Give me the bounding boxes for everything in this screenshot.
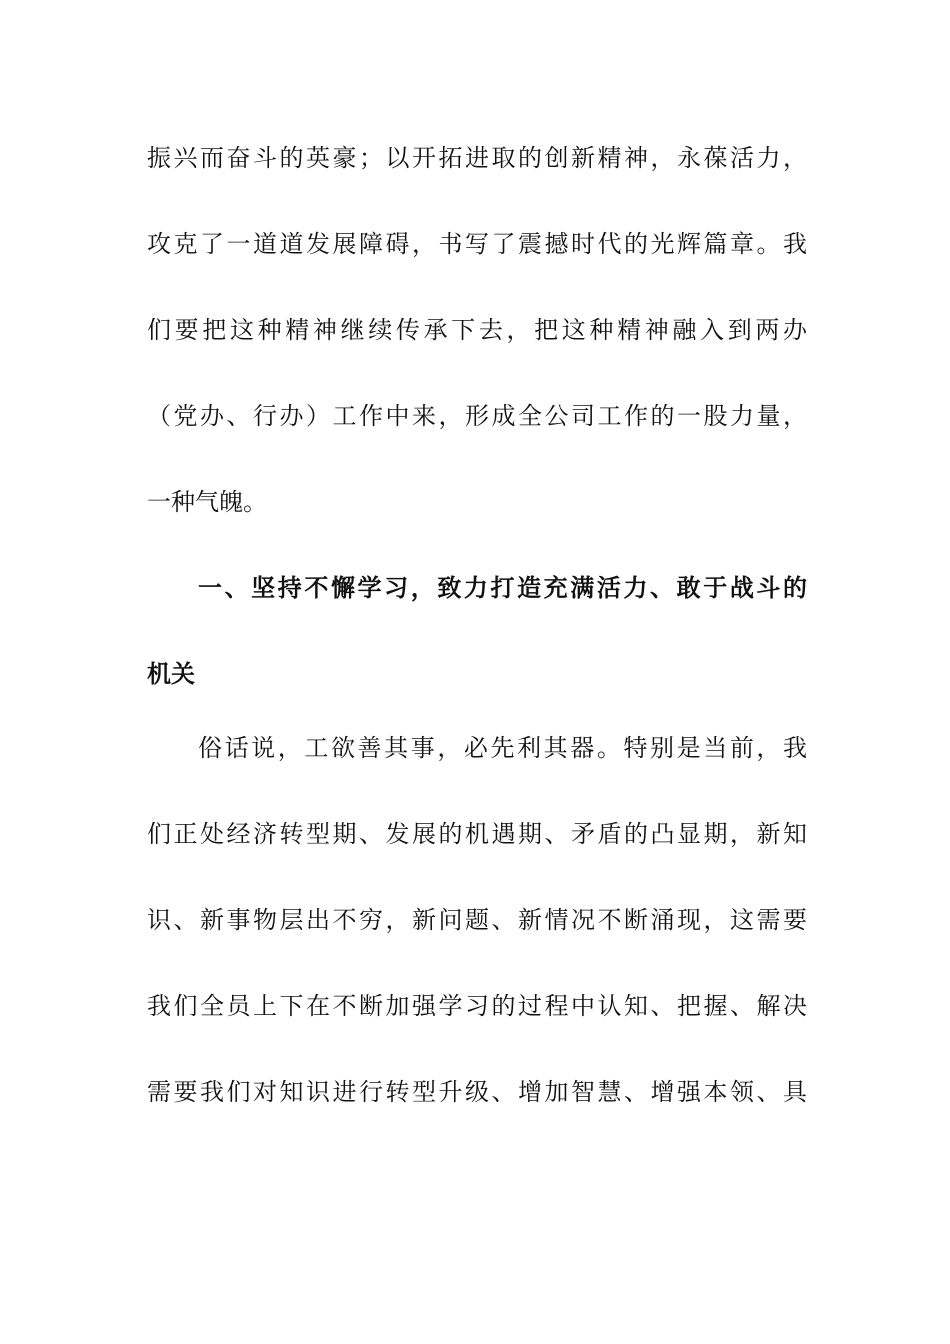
paragraph-line: （党办、行办）工作中来，形成全公司工作的一股力量，: [147, 402, 807, 430]
paragraph-line: 们正处经济转型期、发展的机遇期、矛盾的凸显期，新知: [147, 820, 807, 848]
paragraph-line: 俗话说，工欲善其事，必先利其器。特别是当前，我: [198, 734, 807, 762]
paragraph-line: 一种气魄。: [147, 488, 267, 516]
paragraph-line: 振兴而奋斗的英豪；以开拓进取的创新精神，永葆活力，: [147, 144, 807, 172]
section-heading-line: 一、坚持不懈学习，致力打造充满活力、敢于战斗的: [198, 574, 807, 602]
paragraph-line: 攻克了一道道发展障碍，书写了震撼时代的光辉篇章。我: [147, 230, 807, 258]
paragraph-line: 我们全员上下在不断加强学习的过程中认知、把握、解决: [147, 992, 807, 1020]
paragraph-line: 们要把这种精神继续传承下去，把这种精神融入到两办: [147, 316, 807, 344]
paragraph-line: 识、新事物层出不穷，新问题、新情况不断涌现，这需要: [147, 906, 807, 934]
section-heading-line: 机关: [147, 660, 195, 688]
paragraph-line: 需要我们对知识进行转型升级、增加智慧、增强本领、具: [147, 1078, 807, 1106]
